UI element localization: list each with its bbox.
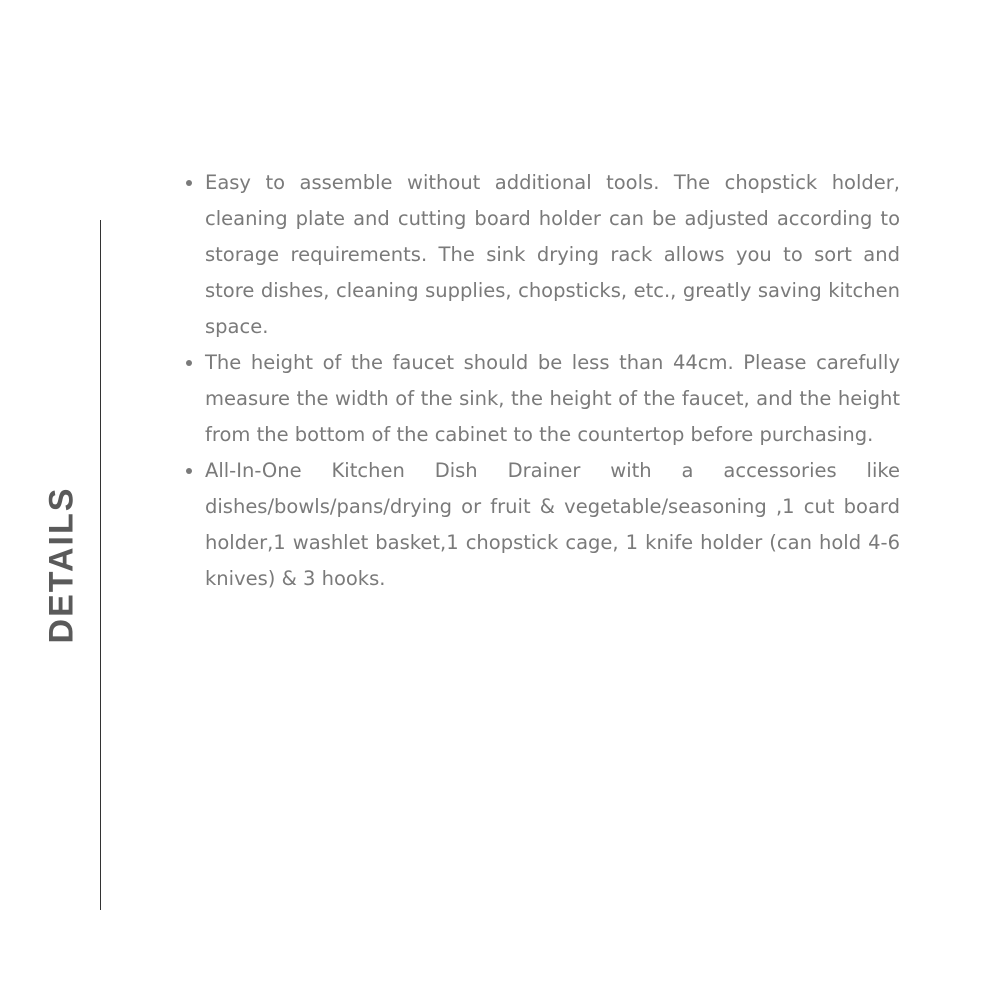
details-item-text: Easy to assemble without additional tools. The chopstick holder, cleaning plate and cutting board holder can be adjusted according to storage requirements. The sink drying rack allows you to sort and store dishes, cleaning supplies, chopsticks, etc., greatly saving kitchen space. <box>205 171 900 338</box>
details-item-text: The height of the faucet should be less than 44cm. Please carefully measure the width of the sink, the height of the faucet, and the height from the bottom of the cabinet to the countertop before purchasing. <box>205 351 900 446</box>
bullet-icon <box>186 360 192 366</box>
details-list-item <box>205 345 900 453</box>
details-item-text: All-In-One Kitchen Dish Drainer with a accessories like dishes/bowls/pans/drying or fruit & vegetable/seasoning ,1 cut board holder,1 washlet basket,1 chopstick cage, 1 knife holder (can hold 4-6 knives) & 3 hooks. <box>205 459 900 590</box>
details-list-item <box>205 453 900 597</box>
bullet-icon <box>186 468 192 474</box>
section-heading: DETAILS <box>42 486 81 644</box>
vertical-divider <box>100 220 101 910</box>
details-list-item <box>205 165 900 345</box>
details-list <box>205 165 900 597</box>
bullet-icon <box>186 180 192 186</box>
